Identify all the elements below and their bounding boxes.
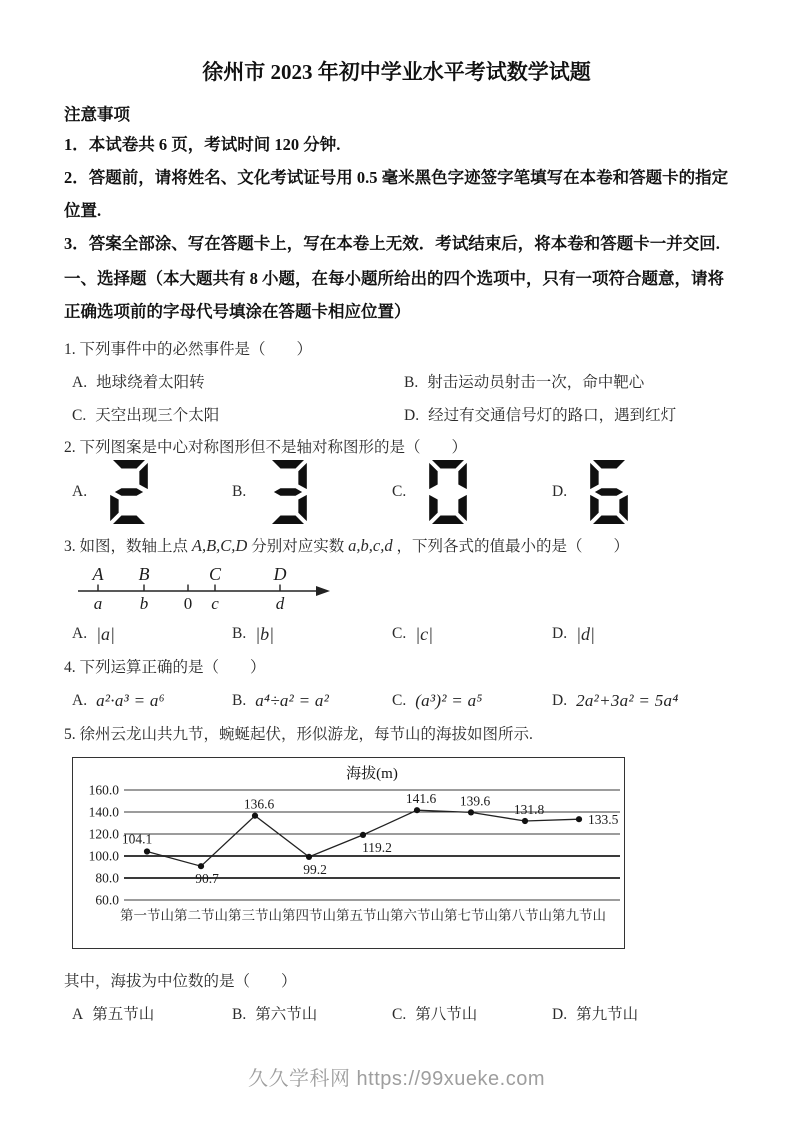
svg-text:第九节山: 第九节山 — [552, 908, 606, 923]
svg-text:第五节山: 第五节山 — [336, 908, 390, 923]
svg-text:第一节山: 第一节山 — [120, 908, 174, 923]
option-formula: a⁴÷a² = a² — [255, 691, 330, 710]
option-label: C. — [392, 625, 407, 642]
svg-text:b: b — [139, 594, 149, 613]
svg-text:80.0: 80.0 — [95, 870, 119, 886]
option-label: D. — [552, 692, 568, 709]
option-text: 经过有交通信号灯的路口，遇到红灯 — [428, 407, 677, 424]
option-text: 第六节山 — [255, 1006, 318, 1023]
question-3-options-row — [72, 624, 737, 644]
q2-option-b — [232, 460, 392, 524]
q1-option-d — [404, 406, 737, 426]
option-label: A — [72, 1006, 84, 1023]
option-text: 第五节山 — [92, 1006, 155, 1023]
option-text: 射击运动员射击一次，命中靶心 — [427, 374, 645, 391]
option-formula: 2a²+3a² = 5a⁴ — [576, 691, 679, 710]
question-1-text: 1. 下列事件中的必然事件是（ ） — [64, 341, 313, 358]
svg-text:第八节山: 第八节山 — [498, 908, 552, 923]
question-1-options-row-1 — [72, 373, 737, 393]
question-4-options-row — [72, 691, 737, 711]
math-points: A,B,C,D — [191, 536, 248, 555]
svg-text:90.7: 90.7 — [195, 871, 219, 887]
svg-text:119.2: 119.2 — [362, 839, 392, 855]
seven-segment-6 — [590, 460, 628, 524]
q5-option-c — [392, 1005, 552, 1025]
option-label: A. — [72, 374, 88, 391]
option-label: D. — [552, 1006, 568, 1023]
seven-segment-digit — [110, 460, 148, 524]
notice-section — [64, 102, 737, 260]
page-content — [0, 102, 793, 1025]
option-label: B. — [232, 625, 247, 642]
q2-option-a — [72, 460, 232, 524]
svg-text:第六节山: 第六节山 — [390, 908, 444, 923]
q1-option-b — [404, 373, 737, 393]
section-1-heading: 一、选择题（本大题共有 8 小题，在每小题所给出的四个选项中，只有一项符合题意，请将正确选项前的字母代号填涂在答题卡相应位置） — [64, 269, 724, 321]
option-text: 第八节山 — [415, 1006, 478, 1023]
q2-option-d — [552, 460, 737, 524]
svg-text:120.0: 120.0 — [88, 826, 119, 842]
page-title: 徐州市 2023 年初中学业水平考试数学试题 — [202, 60, 591, 84]
svg-text:第二节山: 第二节山 — [174, 908, 228, 923]
svg-text:104.1: 104.1 — [121, 831, 153, 847]
option-label: C. — [72, 407, 87, 424]
svg-text:B: B — [138, 564, 150, 584]
option-formula: |d| — [576, 624, 595, 644]
option-formula: |c| — [415, 624, 434, 644]
elevation-chart — [72, 757, 737, 954]
option-formula: |b| — [255, 624, 275, 644]
option-label: A. — [72, 483, 88, 500]
q4-option-c — [392, 691, 552, 711]
math-vars: a,b,c,d — [348, 536, 393, 555]
option-text: 第九节山 — [576, 1006, 639, 1023]
svg-text:海拔(m): 海拔(m) — [346, 766, 398, 782]
question-4-text: 4. 下列运算正确的是（ ） — [64, 659, 266, 676]
svg-text:a: a — [93, 594, 103, 613]
option-label: B. — [232, 692, 247, 709]
option-label: D. — [552, 625, 568, 642]
option-label: A. — [72, 625, 88, 642]
option-label: B. — [404, 374, 419, 391]
option-text: 地球绕着太阳转 — [96, 374, 205, 391]
q4-option-a — [72, 691, 232, 711]
svg-text:A: A — [92, 564, 104, 584]
q1-option-c — [72, 406, 404, 426]
notice-item-3: 3．答案全部涂、写在答题卡上，写在本卷上无效．考试结束后，将本卷和答题卡一并交回. — [64, 234, 720, 253]
svg-text:60.0: 60.0 — [95, 892, 119, 908]
svg-text:141.6: 141.6 — [405, 791, 437, 807]
notice-heading: 注意事项 — [64, 105, 130, 124]
footer-watermark: 久久学科网 https://99xueke.com — [247, 1068, 546, 1090]
q1-option-a — [72, 373, 404, 393]
notice-item-2: 2．答题前，请将姓名、文化考试证号用 0.5 毫米黑色字迹签字笔填写在本卷和答题卡的指定位置. — [64, 168, 729, 220]
option-label: A. — [72, 692, 88, 709]
question-1-options-row-2 — [72, 406, 737, 426]
notice-item-1: 1．本试卷共 6 页，考试时间 120 分钟. — [64, 135, 341, 154]
svg-text:D: D — [273, 564, 287, 584]
svg-text:131.8: 131.8 — [513, 802, 545, 818]
q4-option-d — [552, 691, 737, 711]
q3-option-d — [552, 624, 737, 644]
seven-segment-3 — [269, 460, 307, 524]
question-5-intro: 5. 徐州云龙山共九节，蜿蜒起伏，形似游龙，每节山的海拔如图所示. — [64, 726, 533, 743]
option-formula: a²·a³ = a⁶ — [96, 691, 165, 710]
option-formula: |a| — [96, 624, 115, 644]
question-5-text: 其中，海拔为中位数的是（ ） — [64, 973, 297, 990]
q3-option-a — [72, 624, 232, 644]
question-5-options-row — [72, 1005, 737, 1025]
seven-segment-digit — [590, 460, 628, 524]
svg-text:d: d — [275, 594, 285, 613]
svg-text:C: C — [208, 564, 222, 584]
option-formula: (a³)² = a⁵ — [415, 691, 483, 710]
option-label: D. — [552, 483, 568, 500]
question-3-text: 3. 如图，数轴上点 A,B,C,D 分别对应实数 a,b,c,d ，下列各式的值最小的是（ ） — [64, 536, 629, 555]
q5-option-d — [552, 1005, 737, 1025]
option-text: 天空出现三个太阳 — [95, 407, 220, 424]
option-label: C. — [392, 692, 407, 709]
svg-text:100.0: 100.0 — [88, 848, 119, 864]
svg-text:160.0: 160.0 — [88, 782, 119, 798]
svg-text:99.2: 99.2 — [303, 861, 327, 877]
q5-option-a — [72, 1005, 232, 1025]
option-label: C. — [392, 1006, 407, 1023]
option-label: D. — [404, 407, 420, 424]
svg-text:140.0: 140.0 — [88, 804, 119, 820]
q5-option-b — [232, 1005, 392, 1025]
svg-text:139.6: 139.6 — [459, 793, 491, 809]
seven-segment-2 — [110, 460, 148, 524]
svg-text:第三节山: 第三节山 — [228, 908, 282, 923]
question-2-text: 2. 下列图案是中心对称图形但不是轴对称图形的是（ ） — [64, 439, 468, 456]
q3-option-c — [392, 624, 552, 644]
svg-text:136.6: 136.6 — [243, 796, 275, 812]
question-2-options-row — [72, 460, 737, 524]
q2-option-c — [392, 460, 552, 524]
seven-segment-0 — [429, 460, 467, 524]
svg-text:0: 0 — [183, 594, 193, 613]
svg-text:第四节山: 第四节山 — [282, 908, 336, 923]
option-label: B. — [232, 483, 247, 500]
seven-segment-digit — [269, 460, 307, 524]
svg-text:133.5: 133.5 — [588, 812, 619, 828]
q4-option-b — [232, 691, 392, 711]
svg-text:c: c — [211, 594, 219, 613]
option-label: C. — [392, 483, 407, 500]
svg-text:第七节山: 第七节山 — [444, 908, 498, 923]
q3-option-b — [232, 624, 392, 644]
seven-segment-digit — [429, 460, 467, 524]
option-label: B. — [232, 1006, 247, 1023]
number-line — [72, 561, 737, 618]
